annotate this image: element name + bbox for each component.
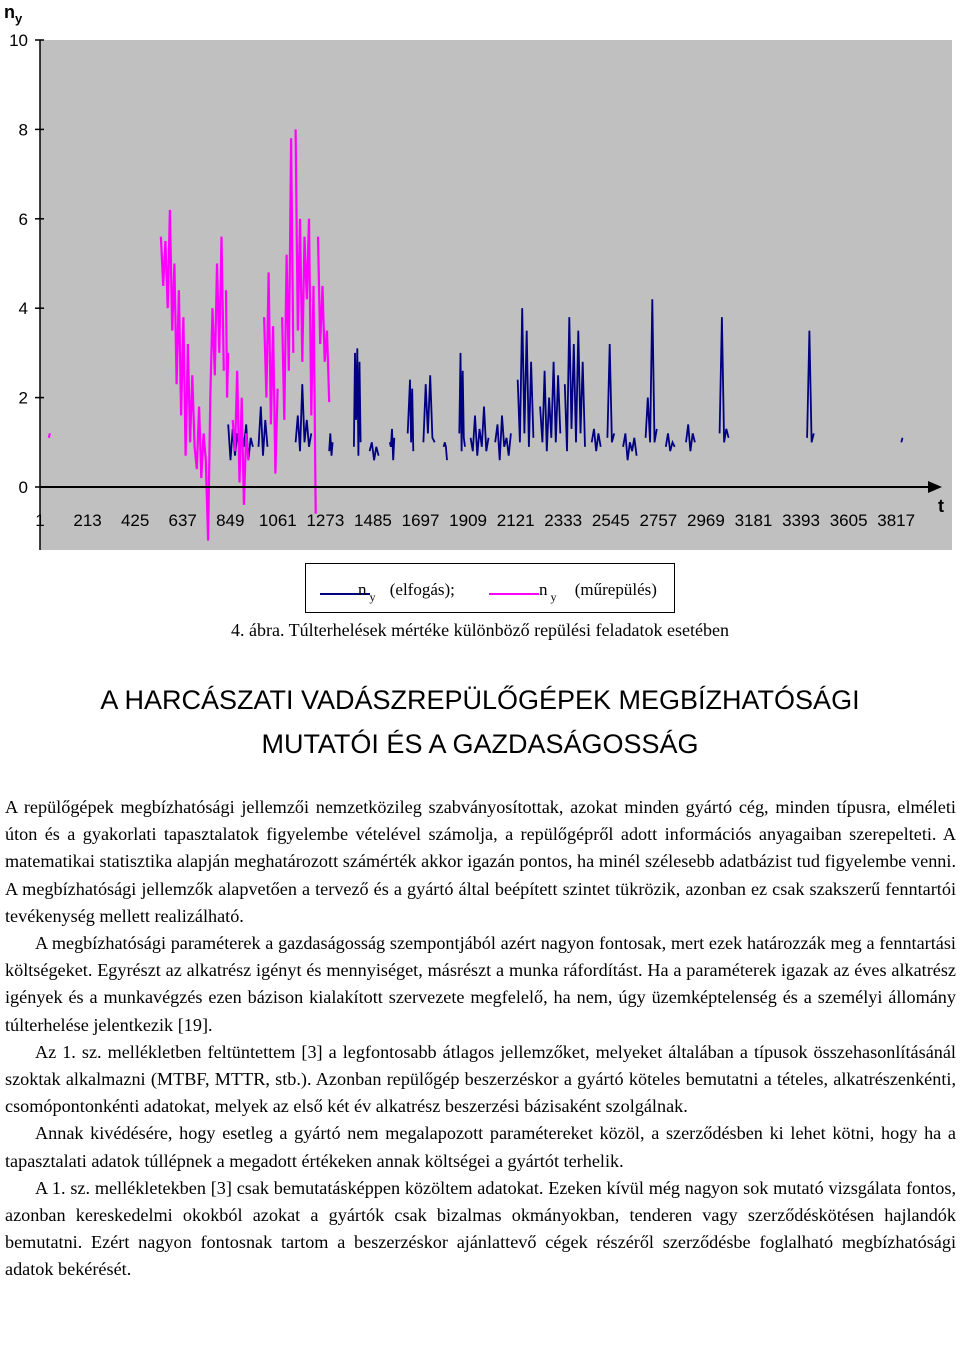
- x-tick-label: 2121: [496, 511, 535, 530]
- y-tick-label: 6: [18, 209, 28, 229]
- paragraph: Annak kivédésére, hogy esetleg a gyártó nem megalapozott paramétereket közöl, a szerződésben ki lehet kötni, hogy ha a tapasztalati adatok túllépnek a megadott értékeken annak költségei a gyártót terhelik.: [5, 1123, 956, 1171]
- x-tick-label: 2333: [544, 511, 583, 530]
- chart: [0, 0, 960, 560]
- x-tick-label: 3393: [782, 511, 820, 530]
- paragraph: A repülőgépek megbízhatósági jellemzői nemzetközileg szabványosítottak, azokat minden gyártó cég, minden típusra, elméleti úton és a gyakorlati tapasztalatok figyelembe vételével számolja, a repülőgépről adott információs anyagaiban szerepelteti. A matematikai statisztika alapján meghatározott számérték akkor igazán pontos, ha minél szélesebb adatbázist tud figyelembe venni. A megbízhatósági jellemzők alapvetően a tervező és a gyártó által beépített szintet tükrözik, azonban ez csak szakszerű fenntartói tevékenység mellett realizálható.: [5, 797, 956, 926]
- y-tick-label: 2: [18, 388, 28, 408]
- x-tick-label: 1061: [258, 511, 297, 530]
- section-title-line-2: MUTATÓI ÉS A GAZDASÁGOSSÁG: [261, 729, 699, 759]
- section-title-line-1: A HARCÁSZATI VADÁSZREPÜLŐGÉPEK MEGBÍZHATÓSÁGI: [100, 685, 860, 715]
- x-tick-label: 213: [73, 511, 102, 530]
- paragraph: Az 1. sz. mellékletben feltüntettem [3] a legfontosabb átlagos jellemzőket, melyeket általában a típusok összehasonlításánál szoktak alkalmazni (MTBF, MTTR, stb.). Azonban repülőgép beszerzéskor a gyártó köteles bemutatni a tételes, alkatrészenkénti, csomópontonkénti adatokat, melyek az első két év alkatrész beszerzési bázisaként szolgálnak.: [5, 1041, 956, 1117]
- y-tick-label: 8: [18, 120, 28, 140]
- x-tick-label: 1697: [401, 511, 440, 530]
- x-tick-label: 637: [168, 511, 197, 530]
- body-text: [5, 794, 956, 1284]
- y-tick-label: 0: [18, 478, 28, 497]
- x-axis-title: t: [938, 496, 944, 516]
- x-tick-label: 425: [120, 511, 150, 530]
- x-tick-label: 1: [35, 511, 45, 530]
- x-tick-label: 2969: [687, 511, 725, 530]
- y-tick-label: 10: [9, 31, 28, 50]
- x-tick-label: 1485: [354, 511, 392, 530]
- x-tick-label: 849: [216, 511, 245, 530]
- x-tick-label: 3181: [734, 511, 773, 530]
- legend-label-murepules: n $_y$ (műrepülés): [539, 580, 657, 604]
- x-tick-label: 2545: [591, 511, 630, 530]
- y-tick-label: 4: [18, 299, 28, 319]
- legend-swatch-murepules: [489, 593, 539, 595]
- figure-caption: 4. ábra. Túlterhelések mértéke különböző repülési feladatok esetében: [231, 620, 729, 640]
- plot-background: [40, 40, 952, 550]
- section-title: [0, 678, 960, 766]
- paragraph: A megbízhatósági paraméterek a gazdaságosság szempontjából azért nagyon fontosak, mert ezek határozzák meg a fenntartási költségeket. Egyrészt az alkatrész igényt és mennyiséget, másrészt a munka ráfordítást. Ha a paraméterek igazak az éves alkatrész igények és a munkavégzés ezen bázison kialakított szervezete megfelelő, ha nem, úgy üzemképtelenség és a személyi állomány túlterhelése jelentkezik [19].: [5, 933, 956, 1035]
- x-tick-label: 1273: [306, 511, 345, 530]
- y-axis-title: $n_y$: [4, 2, 23, 26]
- x-tick-label: 3605: [829, 511, 868, 530]
- series-murepules-segment: [49, 433, 50, 437]
- series-elfogas-segment: [901, 438, 902, 443]
- y-ticks: [9, 31, 44, 497]
- legend-label-elfogas: n $_y$ (elfogás);: [358, 580, 455, 604]
- x-tick-label: 3817: [877, 511, 916, 530]
- paragraph: A 1. sz. mellékletekben [3] csak bemutatásképpen közöltem adatokat. Ezeken kívül még nagyon sok mutató vizsgálata fontos, azonban kereskedelmi okokból azokat a gyártók csak bizalmas okmányokban, tenderen vagy szerződéskötésen hajlandók bemutatni. Ezért nagyon fontosnak tartom a beszerzéskor ajánlattevő cégek részéről szerződésbe foglalható megbízhatósági adatok bekérését.: [5, 1177, 956, 1280]
- chart-svg: [0, 0, 960, 560]
- x-tick-label: 1909: [449, 511, 488, 530]
- chart-legend: [305, 563, 675, 613]
- x-tick-label: 2757: [639, 511, 678, 530]
